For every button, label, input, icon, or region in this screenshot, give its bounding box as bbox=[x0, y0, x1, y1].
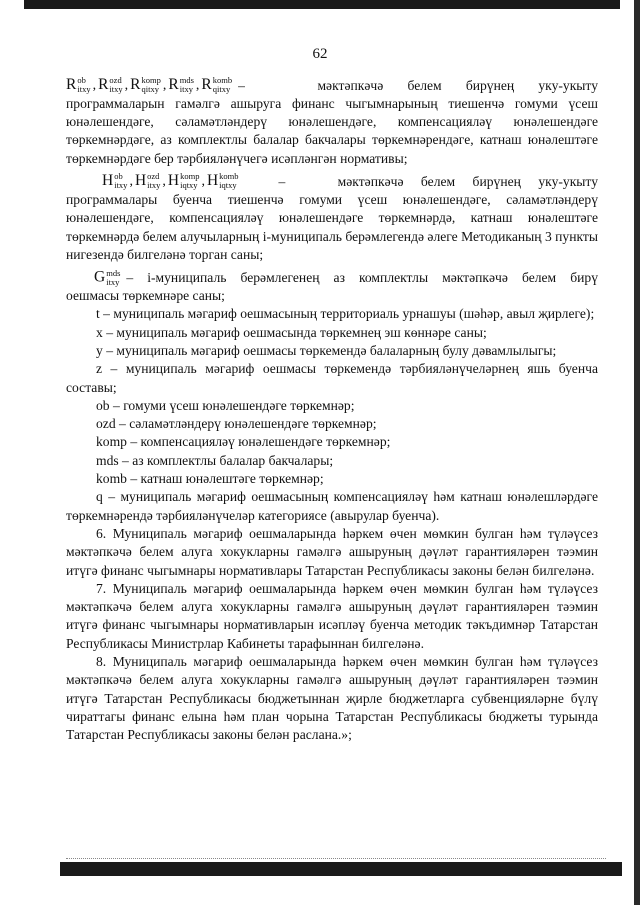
formula-r-symbol bbox=[168, 76, 194, 95]
formula-r-sub: itxy bbox=[77, 84, 91, 95]
formula-g-dash: – bbox=[126, 269, 134, 285]
formula-h-sub: itxy bbox=[147, 180, 161, 191]
formula-r-sub: qitxy bbox=[141, 84, 159, 95]
formula-h-symbol bbox=[168, 172, 200, 191]
formula-h-base: H bbox=[167, 172, 180, 190]
formula-h-tail bbox=[279, 173, 598, 191]
formula-r-sup: ozd bbox=[109, 75, 122, 86]
formula-h-comma: , bbox=[201, 173, 205, 189]
formula-r-sup: ob bbox=[77, 75, 86, 86]
paragraph-8: 8. Муниципаль мәгариф оешмаларында һәркем өчен мөмкин булган һәм түләүсез мәктәпкәчә белем алуга хокукларны гамәлгә ашыруның дәүләт гарантияләрен тәэмин итүгә Татарстан Республикасы бюджетыннан җирле бюджетларга субвенцияләрне бүлү чираттагы финанс елына һәм план чорына Татарстан Республикасы бюджеты турында Татарстан Республикасы законы белән раслана.»; bbox=[66, 654, 598, 743]
formula-r-base: R bbox=[168, 76, 179, 93]
definition-item: z – муниципаль мәгариф оешмасы төркемендә тәрбияләнүчеләрнең яшь буенча составы; bbox=[66, 361, 598, 395]
formula-r-tail bbox=[238, 77, 598, 95]
formula-h-sup: ob bbox=[114, 171, 123, 182]
formula-r-symbol bbox=[130, 76, 161, 95]
definition-item: q – муниципаль мәгариф оешмасының компенсацияләү һәм катнаш юнәлешләрдәге төркемнәрендә тәрбияләнүчеләр категориясе (авырулар буенча). bbox=[66, 489, 598, 523]
definition-item: ozd – сәламәтләндерү юнәлешендәге төркемнәр; bbox=[96, 416, 377, 432]
formula-h-sub: itxy bbox=[114, 180, 128, 191]
definition-item: ob – гомуми үсеш юнәлешендәге төркемнәр; bbox=[96, 397, 355, 413]
formula-h-base: H bbox=[206, 172, 219, 190]
formula-r-base: R bbox=[201, 76, 212, 93]
formula-g-symbol bbox=[94, 268, 120, 287]
formula-h-symbol bbox=[102, 172, 127, 191]
formula-h-sup: komp bbox=[180, 171, 200, 182]
formula-r-sub: itxy bbox=[109, 84, 123, 95]
formula-h-base: H bbox=[102, 172, 114, 190]
formula-g-sup: mds bbox=[106, 267, 121, 278]
formula-r-sub: itxy bbox=[179, 84, 193, 95]
formula-r-dash: – bbox=[238, 77, 245, 93]
formula-g-line bbox=[66, 268, 598, 287]
definition-item: t – муниципаль мәгариф оешмасының территориаль урнашуы (шәһәр, авыл җирлеге); bbox=[96, 306, 595, 322]
formula-r-base: R bbox=[130, 76, 141, 93]
scan-edge-right bbox=[634, 0, 640, 905]
formula-r-symbol bbox=[201, 76, 232, 95]
formula-r-base: R bbox=[98, 76, 109, 93]
scan-edge-bottom bbox=[60, 862, 622, 876]
definition-item: x – муниципаль мәгариф оешмасында төркемнең эш көннәре саны; bbox=[96, 324, 487, 340]
paragraph-6: 6. Муниципаль мәгариф оешмаларында һәркем өчен мөмкин булган һәм түләүсез мәктәпкәчә белем алуга хокукларны гамәлгә ашыруның дәүләт гарантияләрен тәэмин итүгә финанс чыгымнары нормативлары Татарстан Республикасы законы белән билгеләнә. bbox=[66, 525, 598, 578]
formula-h-dash: – bbox=[278, 173, 286, 189]
formula-h-comma: , bbox=[129, 173, 133, 189]
formula-g-base: G bbox=[94, 268, 106, 286]
page-number: 62 bbox=[312, 46, 328, 62]
formula-r-symbol bbox=[98, 76, 123, 95]
formula-h-base: H bbox=[134, 172, 147, 190]
definition-item: komb – катнаш юнәлештәге төркемнәр; bbox=[96, 471, 324, 487]
scan-edge-top bbox=[24, 0, 620, 9]
definitions-list bbox=[66, 305, 598, 525]
formula-r-comma: , bbox=[92, 77, 97, 93]
formula-h-sup: komb bbox=[219, 171, 239, 182]
formula-r-symbols bbox=[66, 76, 232, 95]
formula-r-line bbox=[66, 76, 598, 95]
formula-h-sup: ozd bbox=[147, 171, 160, 182]
formula-r-sub: qitxy bbox=[212, 84, 231, 95]
formula-r-base: R bbox=[66, 76, 77, 93]
formula-r-comma: , bbox=[195, 77, 200, 93]
formula-r-comma: , bbox=[162, 77, 167, 93]
formula-g-tail-text: i-муниципаль берәмлегенең аз комплектлы мәктәпкәчә белем бирү bbox=[147, 269, 598, 285]
definition-item: komp – компенсацияләү юнәлешендәге төркемнәр; bbox=[96, 434, 391, 450]
formula-h-symbol bbox=[207, 172, 239, 191]
formula-g-tail bbox=[126, 269, 598, 287]
formula-h-symbol bbox=[135, 172, 160, 191]
formula-r-sup: komb bbox=[212, 75, 233, 86]
definition-item: y – муниципаль мәгариф оешмасы төркемендә балаларның булу дәвамлылыгы; bbox=[96, 343, 557, 358]
formula-g-sub: itxy bbox=[106, 276, 120, 287]
formula-h-sub: iqtxy bbox=[219, 180, 237, 191]
formula-h-line bbox=[66, 172, 598, 191]
formula-r-tail-text: мәктәпкәчә белем бирүнең уку-укыту bbox=[317, 77, 598, 93]
formula-r-sup: mds bbox=[179, 75, 194, 86]
formula-h-sub: iqtxy bbox=[180, 180, 198, 191]
formula-r-comma: , bbox=[124, 77, 129, 93]
document-body bbox=[66, 76, 598, 745]
formula-h-symbols bbox=[102, 172, 239, 191]
formula-r-description: программаларын гамәлгә ашыруга финанс чыгымнарының тиешенчә гомуми үсеш юнәлешендәге, сәламәтләндерү юнәлешендәге, компенсацияләү юнәлешендәге төркемнәрдәге, аз комплектлы балалар бакчалары төркемнәрендәге, катнаш юнәлештәге төркемнәрдәге бер тәрбияләнүчегә исәпләнгән нормативы; bbox=[66, 95, 598, 166]
formula-g-description: оешмасы төркемнәре саны; bbox=[66, 288, 225, 304]
scan-dotted-line bbox=[66, 858, 606, 859]
formula-r-symbol bbox=[66, 76, 91, 95]
paragraph-7: 7. Муниципаль мәгариф оешмаларында һәркем өчен мөмкин булган һәм түләүсез мәктәпкәчә белем алуга хокукларны гамәлгә ашыруның дәүләт гарантияләрен тәэмин итүгә финанс чыгымнары нормативларын исәпләү буенча методик тәкъдимнәр Татарстан Республикасы Министрлар Кабинеты тарафыннан билгеләнә. bbox=[66, 580, 598, 651]
formula-h-tail-text: мәктәпкәчә белем бирүнең уку-укыту bbox=[337, 173, 598, 189]
formula-r-sup: komp bbox=[141, 75, 161, 86]
formula-h-description: программалары буенча тиешенчә гомуми үсеш юнәлешендәге, сәламәтләндерү юнәлешендәге, компенсацияләү юнәлешендәге төркемнәрдә, катнаш юнәлештәге төркемнәрдә белем алучыларның i-муниципаль берәмлегендә әлеге Методиканың 3 пункты нигезендә билгеләнә торган саны; bbox=[66, 191, 598, 262]
definition-item: mds – аз комплектлы балалар бакчалары; bbox=[96, 452, 334, 468]
formula-h-comma: , bbox=[162, 173, 166, 189]
